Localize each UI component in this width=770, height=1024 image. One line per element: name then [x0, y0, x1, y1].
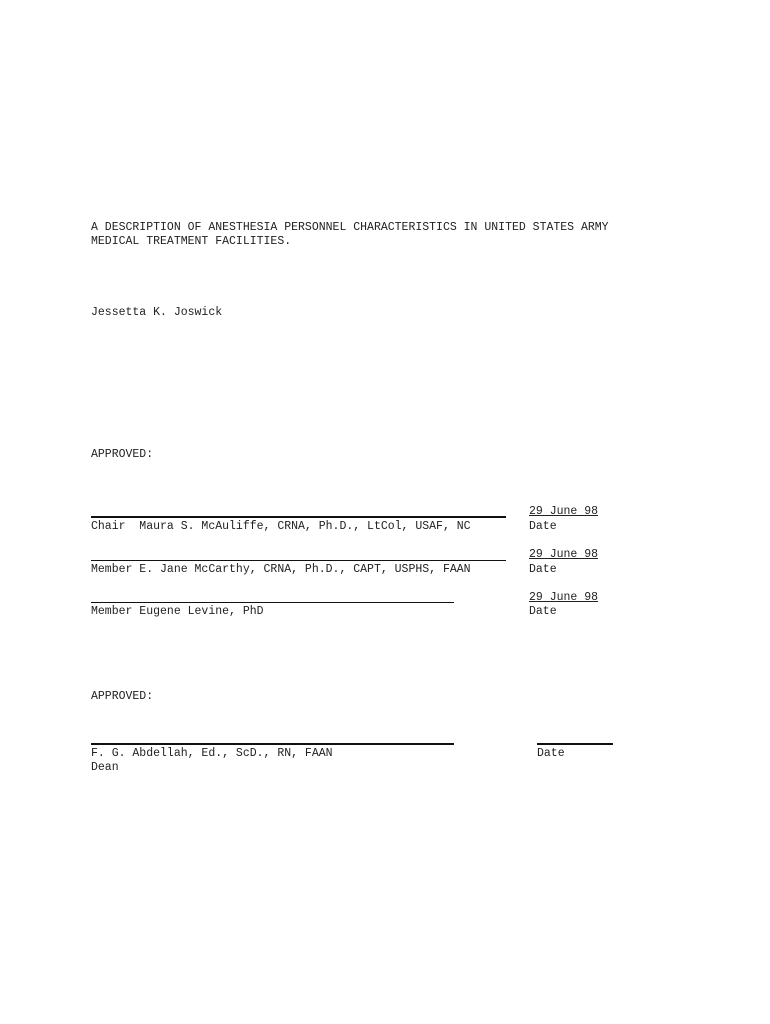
- member-1-date-label: Date: [529, 563, 557, 576]
- member-1-signature-line: [91, 560, 506, 561]
- chair-name: Chair Maura S. McAuliffe, CRNA, Ph.D., LtCol, USAF, NC: [91, 520, 471, 533]
- dean-approved-heading: APPROVED:: [91, 690, 154, 703]
- dean-signature-line: [91, 743, 454, 745]
- member-2-signature-date: 29 June 98: [529, 591, 599, 604]
- dean-name: F. G. Abdellah, Ed., ScD., RN, FAAN: [91, 747, 333, 760]
- member-2-signature-line: [91, 602, 454, 603]
- dean-date-line: [537, 743, 613, 745]
- member-2-date-label: Date: [529, 605, 557, 618]
- chair-signature-line: [91, 516, 506, 518]
- chair-date-label: Date: [529, 520, 557, 533]
- committee-approved-heading: APPROVED:: [91, 448, 154, 461]
- document-title-line-1: A DESCRIPTION OF ANESTHESIA PERSONNEL CHARACTERISTICS IN UNITED STATES ARMY: [91, 221, 609, 234]
- dean-date-label: Date: [537, 747, 565, 760]
- member-1-name: Member E. Jane McCarthy, CRNA, Ph.D., CAPT, USPHS, FAAN: [91, 563, 471, 576]
- dean-title: Dean: [91, 761, 119, 774]
- document-title-line-2: MEDICAL TREATMENT FACILITIES.: [91, 235, 292, 248]
- member-1-signature-date: 29 June 98: [529, 548, 599, 561]
- chair-signature-date: 29 June 98: [529, 505, 599, 518]
- member-2-name: Member Eugene Levine, PhD: [91, 605, 264, 618]
- author-name: Jessetta K. Joswick: [91, 306, 223, 319]
